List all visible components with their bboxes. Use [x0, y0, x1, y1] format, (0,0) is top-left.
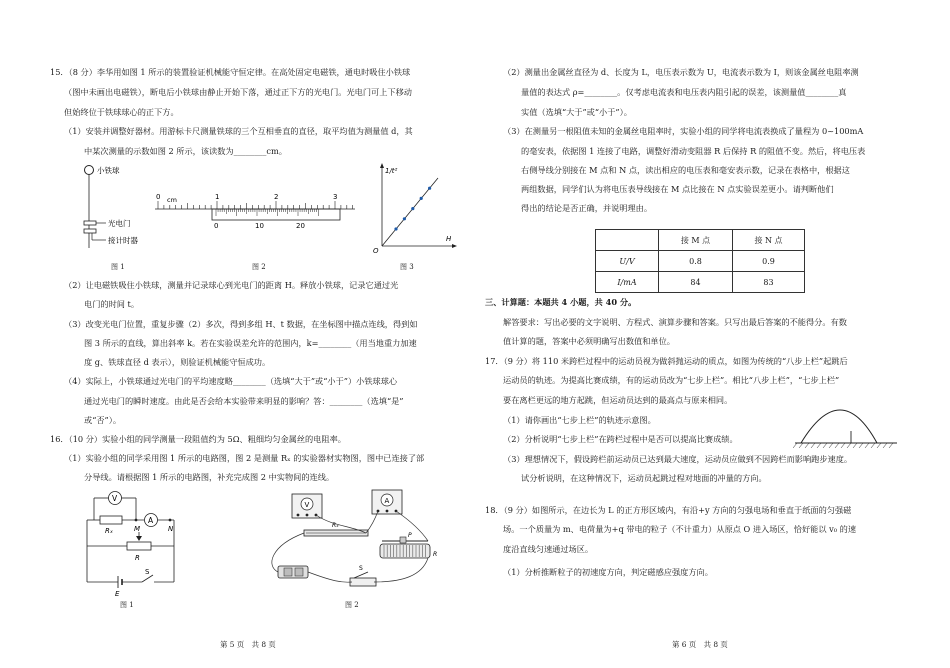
fig3-ylabel: 1/t²: [385, 167, 398, 175]
switch-label: S: [145, 568, 150, 576]
main-scale-label: 1: [215, 193, 220, 201]
iron-ball: [85, 166, 94, 175]
q15-part4-line1: （4）实际上，小铁球通过光电门的平均速度略________（选填“大于”或“小于”）小铁球球心: [64, 376, 398, 386]
battery-label: E: [115, 590, 120, 598]
table-header-cell: [596, 230, 659, 251]
q15-fig3-caption: 图 3: [400, 263, 414, 271]
ground-hatch: [793, 443, 797, 448]
q16-part3-line3: 右侧导线分别接在 M 点和 N 点，读出相应的电压表和毫安表示数，记录在表格中，根据这: [521, 165, 850, 175]
vernier-label: 10: [255, 222, 264, 230]
q15-line3: 但始终位于铁球球心的正下方。: [64, 107, 179, 117]
rx-symbol: [100, 516, 122, 524]
photogate-top: [84, 221, 96, 225]
ground-hatch: [847, 443, 851, 448]
battery-pack: [278, 566, 308, 578]
q15-fig1-caption: 图 1: [111, 263, 125, 271]
rheostat-slider-label: P: [408, 532, 412, 539]
q18-line2: 场。一个质量为 m、电荷量为+q 带电的粒子（不计重力）从原点 O 进入场区，恰好能以 v₀ 的速: [503, 524, 857, 534]
q18-line1: 18．（9 分）如图所示，在边长为 L 的正方形区域内，有沿+y 方向的匀强电场和垂直于纸面的匀强磁: [485, 505, 852, 515]
measurement-table: [595, 229, 805, 293]
slider-arrow: [136, 536, 142, 541]
ground-hatch: [835, 443, 839, 448]
ground-hatch: [841, 443, 845, 448]
table-cell: 0.9: [733, 251, 805, 272]
label-timer: 接计时器: [108, 236, 138, 245]
fig3-data-point: [420, 197, 423, 200]
main-scale-label: 3: [333, 193, 338, 201]
ground-hatch: [829, 443, 833, 448]
q17-line1: 17．（9 分）将 110 米跨栏过程中的运动员视为做斜抛运动的质点，如图为传统的“八步上栏”起跳后: [485, 356, 848, 366]
q15-part3-line1: （3）改变光电门位置，重复步骤（2）多次，得到多组 H、t 数据，在坐标图中描点连线，得到如: [64, 319, 418, 329]
q16-fig2-caption: 图 2: [345, 601, 359, 609]
switch-device: [350, 578, 376, 586]
left-page-footer: 第 5 页 共 8 页: [220, 640, 276, 649]
ground-hatch: [817, 443, 821, 448]
ammeter-device-label: A: [384, 497, 390, 505]
q15-part4-line2: 通过光电门的瞬时速度。由此是否会给本实验带来明显的影响？答：________（选填“是”: [84, 396, 404, 406]
ammeter-label: A: [148, 516, 154, 525]
q17-part2: （2）分析说明“七步上栏”在跨栏过程中是否可以提高比赛成绩。: [503, 434, 738, 444]
rheostat-label: R: [135, 554, 140, 562]
right-page: [475, 0, 950, 668]
table-header-cell: 接 N 点: [733, 230, 805, 251]
table-cell: 83: [733, 272, 805, 293]
ground-hatch: [883, 443, 887, 448]
main-scale-label: 2: [274, 193, 279, 201]
ground-hatch: [805, 443, 809, 448]
ground-hatch: [889, 443, 893, 448]
label-gate: 光电门: [108, 219, 131, 228]
section3-instructions-line1: 解答要求：写出必要的文字说明、方程式、演算步骤和答案。只写出最后答案的不能得分。有数: [503, 317, 847, 327]
wire-3: [396, 511, 428, 541]
metal-wire-label: Rₓ: [332, 522, 339, 529]
ground-hatch: [823, 443, 827, 448]
table-row: [596, 251, 805, 272]
right-page-footer: 第 6 页 共 8 页: [672, 640, 728, 649]
table-cell: I/mA: [596, 272, 659, 293]
q16-part3-line1: （3）在测量另一根阻值未知的金属丝电阻率时，实验小组的同学将电流表换成了量程为 0~100mA: [503, 126, 864, 136]
ground-hatch: [811, 443, 815, 448]
q17-part3-line2: 试分析说明，在这种情况下，运动员起跳过程对地面的冲量的方向。: [521, 473, 767, 483]
table-header-cell: 接 M 点: [659, 230, 733, 251]
q18-part1: （1）分析推断粒子的初速度方向，判定磁感应强度方向。: [503, 567, 713, 577]
vernier-label: 20: [296, 222, 305, 230]
vernier-scale: [212, 209, 340, 220]
q16-apparatus-figure: [262, 486, 450, 598]
table-header-row: [596, 230, 805, 251]
q16-part2-line2: 量值的表达式 ρ=________。仅考虑电流表和电压表内阻引起的误差，该测量值________真: [521, 87, 847, 97]
voltmeter-label: V: [112, 494, 118, 503]
rheostat-symbol: [127, 542, 151, 550]
q15-line1: 15．（8 分）李华用如图 1 所示的装置验证机械能守恒定律。在高处固定电磁铁，通电时吸住小铁球: [50, 67, 411, 77]
fig3-data-point: [394, 227, 397, 230]
fig3-data-point: [403, 217, 406, 220]
label-ball: 小铁球: [97, 166, 120, 175]
voltmeter-device-label: V: [304, 501, 310, 509]
ground-hatch: [853, 443, 857, 448]
fig3-data-point: [411, 207, 414, 210]
q15-figure2-caliper: [150, 190, 360, 240]
section3-title: 三、计算题：本题共 4 小题，共 40 分。: [485, 297, 637, 307]
table-cell: 0.8: [659, 251, 733, 272]
q17-line2: 运动员的轨迹。为提高比赛成绩，有的运动员改为“七步上栏”。相比“八步上栏”，“七步上栏”: [503, 375, 840, 385]
q15-figure1: [80, 160, 160, 255]
q15-part1-line1: （1）安装并调整好器材。用游标卡尺测量铁球的三个互相垂直的直径，取平均值为测量值 d，其: [64, 126, 413, 136]
vernier-label: 0: [214, 222, 219, 230]
q15-part1-line2: 中某次测量的示数如图 2 所示，该读数为________cm。: [84, 146, 287, 156]
q15-part3-line2: 图 3 所示的直线，算出斜率 k。若在实验误差允许的范围内，k=________（用当地重力加速: [84, 338, 417, 348]
caliper-unit: cm: [167, 196, 177, 204]
ground-hatch: [877, 443, 881, 448]
q16-part1-line1: （1）实验小组的同学采用图 1 所示的电路图，图 2 是测量 Rₓ 的实验器材实物图，图中已连接了部: [64, 453, 425, 463]
switch-device-label: S: [359, 565, 363, 572]
table-cell: 84: [659, 272, 733, 293]
fig3-origin: O: [373, 247, 379, 255]
q15-part2-line2: 电门的时间 t。: [84, 299, 140, 309]
q15-part3-line3: 度 g、铁球直径 d 表示），则验证机械能守恒成功。: [84, 357, 271, 367]
q15-part4-line3: 或“否”）。: [84, 415, 122, 425]
q17-trajectory-figure: [793, 395, 901, 451]
q16-line1: 16．（10 分）实验小组的同学测量一段阻值约为 5Ω、粗细均匀金属丝的电阻率。: [50, 434, 346, 444]
q15-line2: （图中未画出电磁铁），断电后小铁球由静止开始下落，通过正下方的光电门。光电门可上下移动: [64, 87, 412, 97]
point-n-label: N: [168, 525, 174, 533]
q16-part3-line5: 得出的结论是否正确，并说明理由。: [521, 203, 653, 213]
q15-figure3-graph: [370, 160, 460, 255]
section3-instructions-line2: 值计算的题，答案中必须明确写出数值和单位。: [503, 336, 675, 346]
q17-part1: （1）请你画出“七步上栏”的轨迹示意图。: [503, 415, 656, 425]
q17-line3: 要在离栏更远的地方起跳，但运动员达到的最高点与原来相同。: [503, 395, 733, 405]
ground-hatch: [799, 443, 803, 448]
wire-5: [374, 558, 428, 582]
q16-part1-line2: 分导线。请根据图 1 所示的电路图，补充完成图 2 中实物间的连线。: [84, 472, 335, 482]
q16-part2-line3: 实值（选填“大于”或“小于”）。: [521, 107, 632, 117]
q16-part2-line1: （2）测量出金属丝直径为 d、长度为 L，电压表示数为 U，电流表示数为 I，则该金属丝电阻率测: [503, 67, 859, 77]
switch-blade: [142, 575, 153, 582]
rheostat-device-label: R: [433, 551, 438, 558]
fig3-data-point: [428, 187, 431, 190]
trajectory-curve: [801, 410, 877, 443]
photogate-bottom: [84, 229, 96, 233]
main-scale-label: 0: [156, 193, 161, 201]
q16-circuit-diagram: [82, 488, 182, 598]
table-row: [596, 272, 805, 293]
q15-part2-line1: （2）让电磁铁吸住小铁球，测量并记录球心到光电门的距离 H。释放小铁球，记录它通过光: [64, 280, 399, 290]
table-cell: U/V: [596, 251, 659, 272]
ground-hatch: [859, 443, 863, 448]
q16-part3-line4: 两组数据，同学们认为将电压表导线接在 M 点比接在 N 点实验误差更小。请判断他们: [521, 184, 834, 194]
q16-part3-line2: 的毫安表，依据图 1 连接了电路，调整好滑动变阻器 R 后保持 R 的阻值不变。然后，将电压表: [521, 146, 866, 156]
ground-hatch: [871, 443, 875, 448]
fig3-xlabel: H: [446, 235, 452, 243]
wire-4: [308, 572, 352, 582]
q17-part3-line1: （3）理想情况下，假设跨栏前运动员已达到最大速度，运动员应做到不因跨栏而影响跑步速度。: [503, 454, 853, 464]
ground-hatch: [865, 443, 869, 448]
q16-fig1-caption: 图 1: [120, 601, 134, 609]
point-m-label: M: [134, 525, 141, 533]
q15-fig2-caption: 图 2: [252, 263, 266, 271]
rx-label: Rₓ: [105, 527, 113, 535]
q18-line3: 度沿直线匀速通过场区。: [503, 544, 594, 554]
